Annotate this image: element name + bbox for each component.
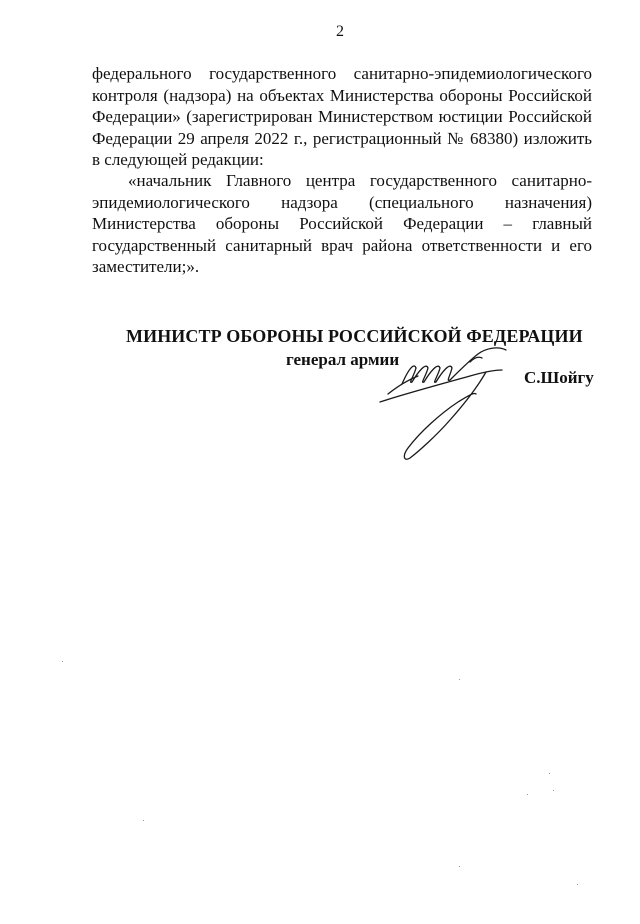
body-paragraph-1: федерального государственного санитарно-эпидемиологического контроля (надзора) на объектах Министерства обороны Российской Федерации» (зарегистрирован Министерством юстиции Российской Федерации 29 апреля 2022 г., регистрационный № 68380) изложить в следующей редакции: bbox=[92, 64, 592, 169]
scan-speck bbox=[62, 661, 63, 662]
handwritten-signature bbox=[374, 340, 514, 466]
signatory-rank: генерал армии bbox=[286, 350, 400, 369]
scan-speck bbox=[143, 820, 144, 821]
scan-speck bbox=[553, 790, 554, 791]
signature-block bbox=[0, 324, 640, 464]
scan-speck bbox=[527, 794, 528, 795]
page-number: 2 bbox=[336, 23, 344, 40]
scan-speck bbox=[459, 679, 460, 680]
body-paragraph-2: «начальник Главного центра государственного санитарно-эпидемиологического надзора (специального назначения) Министерства обороны Российской Федерации – главный государственный санитарный врач района ответственности и его заместители;». bbox=[92, 171, 592, 276]
signatory-title: МИНИСТР ОБОРОНЫ РОССИЙСКОЙ ФЕДЕРАЦИИ bbox=[126, 326, 583, 346]
scan-speck bbox=[577, 884, 578, 885]
signatory-name: С.Шойгу bbox=[524, 368, 594, 387]
scan-speck bbox=[549, 773, 550, 774]
scan-speck bbox=[459, 866, 460, 867]
